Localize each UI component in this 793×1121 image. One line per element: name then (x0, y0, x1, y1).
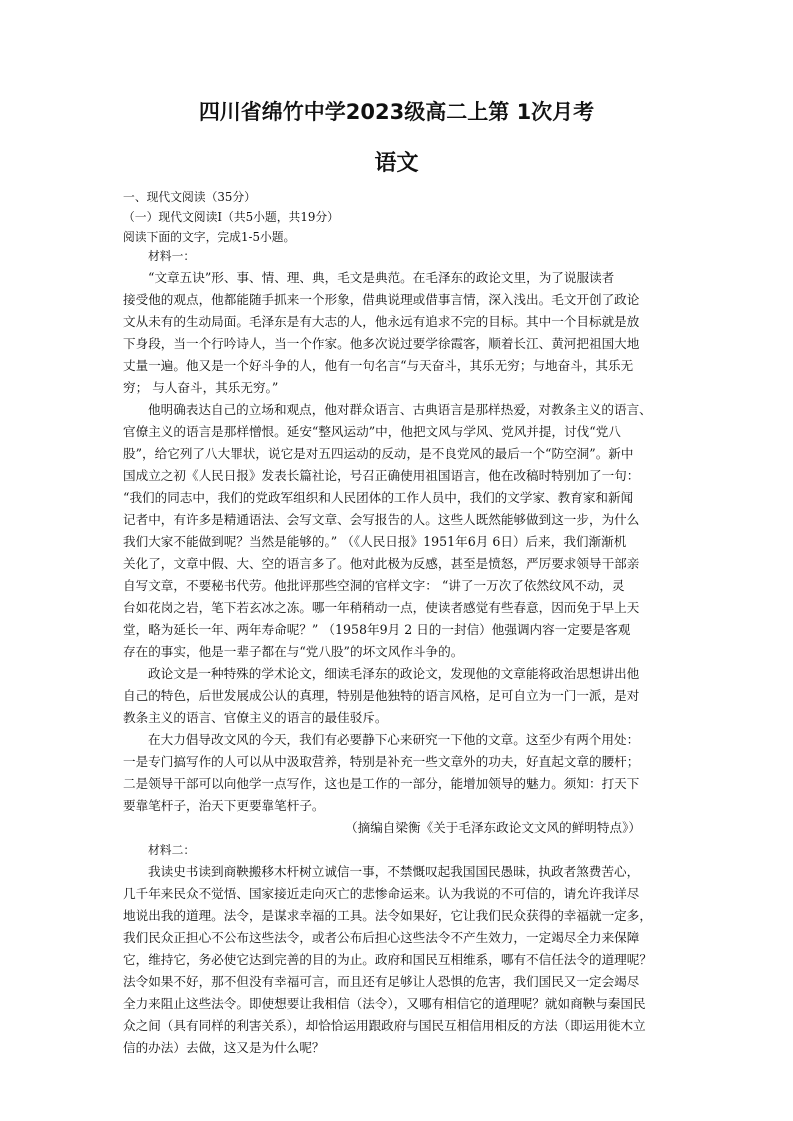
text-line: 接受他的观点，他都能随手抓来一个形象，借典说理或借事言情，深入浅出。毛文开创了政论 (123, 292, 640, 307)
text-line: 法令如果不好，那不但没有幸福可言，而且还有足够让人恐惧的危害，我们国民又一定会竭尽 (123, 974, 640, 989)
text-line: 穷； 与人奋斗，其乐无穷。” (123, 380, 279, 395)
text-line: 政论文是一种特殊的学术论文，细读毛泽东的政论文，发现他的文章能将政治思想讲出他 (148, 666, 640, 681)
text-line: 几千年来民众不觉悟、国家接近走向灭亡的悲惨命运来。认为我说的不可信的，请允许我详尽 (123, 886, 640, 901)
text-line: 堂，略为延长一年、两年寿命呢？” （1958年9月 2 日的一封信）他强调内容一定要是客观 (123, 622, 631, 637)
text-line: 丈量一遍。他又是一个好斗争的人，他有一句名言“与天奋斗，其乐无穷；与地奋斗，其乐无 (123, 358, 634, 373)
subsection-heading: （一）现代文阅读Ⅰ（共5小题，共19分） (123, 210, 339, 224)
document-subject: 语文 (374, 151, 419, 176)
text-line: 自写文章，不要秘书代劳。他批评那些空洞的官样文字： “讲了一万次了依然纹风不动，灵 (123, 578, 625, 593)
text-line: 国成立之初《人民日报》发表长篇社论，号召正确使用祖国语言，他在改稿时特别加了一句： (123, 468, 640, 483)
document-title: 四川省绵竹中学2023级高二上第 1次月考 (198, 100, 595, 124)
text-line: 记者中，有许多是精通语法、会写文章、会写报告的人。这些人既然能够做到这一步，为什么 (123, 512, 640, 527)
text-line: 信的办法）去做，这又是为什么呢？ (123, 1040, 325, 1055)
text-line: 官僚主义的语言是那样憎恨。延安“整风运动”中，他把文风与学风、党风并提，讨伐“党八 (123, 424, 621, 439)
section-heading: 一、现代文阅读（35分） (123, 190, 256, 204)
text-line: 台如花岗之岩，笔下若玄冰之冻。哪一年稍稍动一点，使读者感觉有些春意，因而免于早上天 (123, 600, 640, 615)
text-line: 众之间（具有同样的利害关系），却恰恰运用跟政府与国民互相信用相反的方法（即运用徙木立 (123, 1018, 646, 1033)
material-label: 材料二： (148, 843, 196, 857)
text-line: 自己的特色，后世发展成公认的真理，特别是他独特的语言风格，足可自立为一门一派，是对 (123, 688, 640, 703)
text-line: 股”，给它列了八大罪状，说它是对五四运动的反动，是不良党风的最后一个“防空洞”。新中 (123, 446, 634, 461)
text-line: 我们大家不能做到呢？当然是能够的。” （《人民日报》1951年6月 6日）后来，我们渐渐机 (123, 534, 627, 549)
text-line: 教条主义的语言、官僚主义的语言的最佳驳斥。 (123, 710, 388, 725)
text-line: “文章五诀”形、事、情、理、典，毛文是典范。在毛泽东的政论文里，为了说服读者 (148, 270, 615, 285)
text-line: 关化了，文章中假、大、空的语言多了。他对此极为反感，甚至是愤怒，严厉要求领导干部亲 (123, 556, 640, 571)
text-line: 它，维持它，务必使它达到完善的目的为止。政府和国民互相维系，哪有不信任法令的道理呢？ (123, 952, 652, 967)
text-line: 二是领导干部可以向他学一点写作，这也是工作的一部分，能增加领导的魅力。须知：打天下 (123, 776, 640, 791)
material-label: 材料一： (148, 249, 196, 263)
text-line: 我读史书读到商鞅搬移木杆树立诚信一事，不禁慨叹起我国国民愚昧，执政者煞费苦心， (148, 864, 640, 879)
source-citation: （摘编自梁衡《关于毛泽东政论文文风的鲜明特点》） (345, 820, 641, 835)
text-line: “我们的同志中，我们的党政军组织和人民团体的工作人员中，我们的文学家、教育家和新闻 (123, 490, 634, 505)
text-line: 地说出我的道理。法令，是谋求幸福的工具。法令如果好，它让我们民众获得的幸福就一定多， (123, 908, 652, 923)
text-line: 我们民众正担心不公布这些法令，或者公布后担心这些法令不产生效力，一定竭尽全力来保障 (123, 930, 640, 945)
text-line: 在大力倡导改文风的今天，我们有必要静下心来研究一下他的文章。这至少有两个用处： (148, 732, 640, 747)
text-line: 要靠笔杆子，治天下更要靠笔杆子。 (123, 798, 325, 813)
text-line: 他明确表达自己的立场和观点，他对群众语言、古典语言是那样热爱，对教条主义的语言、 (148, 402, 652, 417)
text-line: 下身段，当一个行吟诗人，当一个作家。他多次说过要学徐霞客，顺着长江、黄河把祖国大地 (123, 336, 640, 351)
instruction: 阅读下面的文字，完成1-5小题。 (123, 230, 296, 244)
text-line: 存在的事实，他是一辈子都在与“党八股”的坏文风作斗争的。 (123, 644, 464, 659)
text-line: 一是专门搞写作的人可以从中汲取营养，特别是补充一些文章外的功夫，好直起文章的腰杆； (123, 754, 640, 769)
text-line: 全力来阻止这些法令。即使想要让我相信（法令），又哪有相信它的道理呢？就如商鞅与秦国民 (123, 996, 646, 1011)
text-line: 文从未有的生动局面。毛泽东是有大志的人，他永远有追求不完的目标。其中一个目标就是放 (123, 314, 640, 329)
